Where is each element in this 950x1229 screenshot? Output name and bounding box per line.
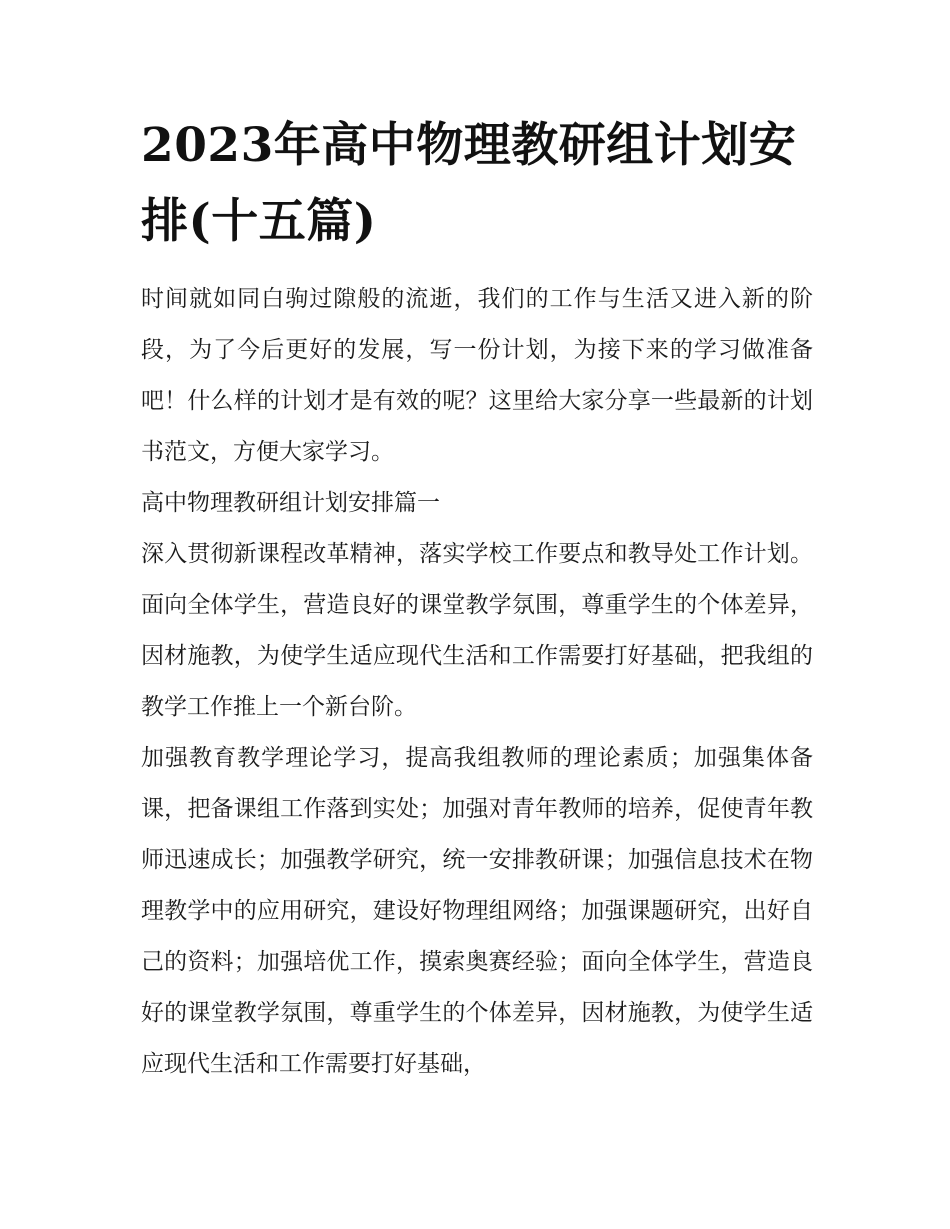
- body-paragraph: 加强教育教学理论学习，提高我组教师的理论素质；加强集体备课，把备课组工作落到实处；加强对青年教师的培养，促使青年教师迅速成长；加强教学研究，统一安排教研课；加强信息技术在物理教学中的应用研究，建设好物理组网络；加强课题研究，出好自己的资料；加强培优工作，摸索奥赛经验；面向全体学生，营造良好的课堂教学氛围，尊重学生的个体差异，因材施教，为使学生适应现代生活和工作需要打好基础，: [141, 745, 813, 1077]
- intro-paragraph: 时间就如同白驹过隙般的流逝，我们的工作与生活又进入新的阶段，为了今后更好的发展，写一份计划，为接下来的学习做准备吧！什么样的计划才是有效的呢？这里给大家分享一些最新的计划书范文，方便大家学习。: [141, 286, 813, 465]
- body-paragraph: 深入贯彻新课程改革精神，落实学校工作要点和教导处工作计划。面向全体学生，营造良好的课堂教学氛围，尊重学生的个体差异，因材施教，为使学生适应现代生活和工作需要打好基础，把我组的教学工作推上一个新台阶。: [141, 541, 813, 720]
- section-heading: 高中物理教研组计划安排篇一: [141, 490, 440, 516]
- document-title: 2023年高中物理教研组计划安排(十五篇): [141, 118, 797, 249]
- document-body: [141, 108, 813, 1090]
